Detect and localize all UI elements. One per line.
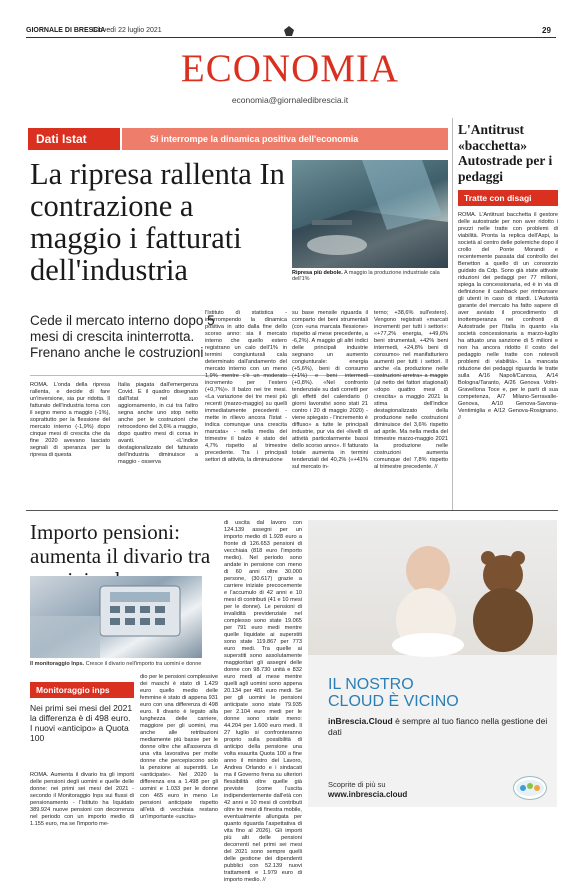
pensions-subhead: Nei primi sei mesi del 2021 la differenza è di 498 euro. I nuovi «anticipo» a Quota 100 <box>30 703 133 743</box>
lead-column-1: ROMA. L'onda della ripresa rallenta, e decide di fare un'inversione, sia pur ridotta. Il fatturato dell'industria torna con il segno meno a maggio (-1%), soprattutto per la flessione del mercato interno (-1,9%) dopo cinque mesi di crescita che da fine 2020 avevano lasciato segnali di speranza per la ripresa di questa <box>30 382 110 458</box>
sidebar-body: ROMA. L'Antitrust bacchetta il gestore delle autostrade per non aver ridotto i prezzi nelle tratte con problemi di viabilità. Pronta la replica dell'Aspi, la società al centro delle polemiche dopo il crollo del Ponte Morandi e recentemente passata dal controllo dei Benetton a quello di un consorzio guidato da Cdp. Sono già state attivate riduzioni dei pedaggi per 77 milioni, spiega la concessionaria, ed è in via di definizione il cashback per rimborsare gli utenti in caso di ritardi. L'Autorità garante del mercato ha fatto sapere di aver avviato il procedimento di inottemperanza nei confronti di Autostrade per l'Italia in quanto «la società concessionaria a marzo-luglio ha attuato una sanzione di 5 milioni e non ha ancora ridotto il costo del pedaggio nelle tratte con notevoli problemi di viabilità». La mancata riduzione dei pedaggi riguarda le tratte sulla A/16 Napoli/Canosa, A/14 Bologna/Taranto, A/26 Genova Voltri-Gravellona Toce e, per le parti di sua competenza, A/7 Milano-Serravalle-Genova, A/10 Genova-Savona-Ventimiglia e A/12 Genova-Rosignano. // <box>458 212 558 421</box>
cloud-advertisement[interactable] <box>308 520 557 807</box>
page-header <box>0 0 580 40</box>
calculator-photo <box>30 576 202 658</box>
ad-photo <box>308 520 557 655</box>
ad-more-label: Scoprite di più su <box>328 780 386 789</box>
header-rule <box>26 37 556 38</box>
lead-column-5: terno; +38,6% sull'estero). Vengono registrati «marcati incrementi per tutti i settori»: «+77,2% energia, +49,6% beni strumentali, +42% beni intermedi, +24,8% beni di consumo» nel manifatturiero aumenti per tutti i settori. Il anche «la produzione nelle costruzioni arretra» a maggio (al netto dei fattori stagionali) «dopo quattro mesi di crescita» a maggio 2021 la stima dell'indice destagionalizzato della produzione nelle costruzioni diminuisce del 3,6% rispetto ad aprile. Ma nella media del trimestre marzo-maggio 2021 la produzione nelle costruzioni aumenta comunque del 7,8% rispetto al trimestre precedente. // <box>374 310 448 470</box>
ad-body-brand: inBrescia.Cloud <box>328 716 393 726</box>
pensions-photo-caption-text: Cresce il divario nell'importo tra uomini e donne <box>85 661 202 667</box>
lead-photo-caption-bold: Ripresa più debole. <box>292 270 343 276</box>
pensions-headline: Importo pensioni: aumenta il divario tra <box>30 520 211 568</box>
lead-headline: La ripresa rallenta In contrazione a maggio i fatturati dell'industria <box>30 157 285 287</box>
section-email: economia@giornaledibrescia.it <box>231 95 349 105</box>
lead-column-3: l'Istituto di statistica - interrompendo la dinamica positiva in atto dalla fine dello scorso anno: sia il mercato interno che quello estero registrano un calo dell'1% in termini congiunturali cala determinato dall'andamento del mercato interno con un meno 1,9% mentre c'è un moderato incremento per l'estero (+0,7%)». Il balzo nei tre mesi. «La variazione dei tre mesi più recenti (marzo-maggio) su quelli immediatamente precedenti - mette in rilievo ancora l'Istat - indica comunque una crescita marcata» - nella media del trimestre il balzo è stato del 4,7% rispetto al trimestre precedente. Tra i principali settori di attività, la diminuzione <box>205 310 287 463</box>
pensions-photo-caption-bold: Il monitoraggio Inps. <box>30 661 85 667</box>
ad-body <box>328 716 548 738</box>
sidebar-headline: L'Antitrust «bacchetta» Autostrade per i pedaggi <box>458 122 553 184</box>
lead-column-2: Italia piagata dall'emergenza Covid. E il quadro disegnato dall'Istat nel suo aggiornamento, in cui tra l'altro segna anche uno stop netto anche per le costruzioni che retrocedono del 3,6% a maggio, dopo quattro mesi di corsa in avanti. «L'indice destagionalizzato del fatturato dell'industria diminuisce a maggio - osserva <box>118 382 198 465</box>
lead-column-4: su base mensile riguarda il comparto dei beni strumentali (con «una marcata flessione» rispetto al mese precedente, a -6,2%). A maggio gli altri indici delle principali industrie segnano un aumento congiunturale: energia (+5,6%), beni di consumo (+1%) e beni intermedi (+0,8%). «Nel confronto tendenziale su dati corretti per gli effetti del calendario (i giorni lavorativi sono stati 21 contro i 20 di maggio 2020) - viene spiegato - l'incremento è diffuso» a tutte le principali industrie, pur via dei «livelli di attività particolarmente bassi dello scorso anno». Il fatturato totale aumenta in termini tendenziali del 40,2% («+41% sul mercato in- <box>292 310 368 470</box>
ad-headline-line-2: CLOUD È VICINO <box>328 693 459 710</box>
factory-photo <box>292 160 448 268</box>
baby-teddy-image <box>308 520 557 655</box>
issue-date: Giovedì 22 luglio 2021 <box>92 27 162 34</box>
pensions-column-3: di uscita dal lavoro con 124.139 assegni per un importo medio di 1.928 euro a fronte di 126.653 pensioni di vecchiaia (818 euro l'importo medio). Nel periodo sono andate in pensione con meno di 60 anni oltre 30.000 persone, (30.617) grazie a carriere iniziate precocemente e l'accumulo di 42 anni e 10 mesi di contributi (41 e 10 mesi per le donne). Le pensioni di invalidità previdenziale nel complesso sono state 19.065 per 791 euro medi mentre quelle liquidate ai superstiti sono state 119.867 per 773 euro medi. Tra quelle ai superstiti sono assolutamente maggioritari gli assegni delle donne con 98.730 unità e 832 euro medi al mese mentre quelli agli uomini sono appena 20.134 per 481 euro medi. Se per gli uomini le pensioni anticipate sono state 79.935 per 2.104 euro medi per le donne sono state meno: 44.204 per 1.600 euro medi. Il 27 luglio si confronteranno proprio sulla possibilità di anticipo della pensione una volta esaurita Quota 100 a fine anno il ministro del Lavoro, Andrea Orlando e i sindacati ma il Governo frena su ulteriori flessibilità oltre quelle già previste (come l'uscita indipendentemente dall'età con 42 anni e 10 mesi di contributi oltre tre mesi di finestra mobile, eventualmente allungata per quanto riguarda l'aspettativa di vita fino al 2026). Gli importi più alti delle pensioni decorrenti nel primi sei mesi del 2021 sono sempre quelli delle gestione dei dipendenti pubblici con 52.139 nuovi trattamenti e 1.979 euro di importo medio. // <box>224 520 302 883</box>
inbrescia-cloud-logo-icon <box>513 776 547 800</box>
ad-headline-line-1: IL NOSTRO <box>328 676 414 693</box>
pensions-column-1: ROMA. Aumenta il divario tra gli importi delle pensioni degli uomini e quelle delle donne: nei primi sei mesi del 2021 - secondo il Monitoraggio Inps sui flussi di pensionamento - l'Istituto ha liquidato 389.924 nuove pensioni con decorrenza nel periodo con un importo medio di 1.155 euro, ma se l'importo me- <box>30 772 134 827</box>
ad-headline <box>328 676 548 710</box>
lead-kicker: Dati Istat <box>28 128 120 150</box>
lead-photo-caption <box>292 270 452 282</box>
sidebar-tag: Tratte con disagi <box>458 190 558 206</box>
section-divider <box>26 510 558 511</box>
lead-photo-caption-text: A maggio la produzione industriale cala dell'1% <box>292 270 440 282</box>
section-title: ECONOMIA <box>180 47 400 90</box>
factory-worker-image <box>292 160 448 268</box>
lead-subhead: Cede il mercato interno dopo 5 mesi di crescita ininterrotta. Frenano anche le costruzioni <box>30 313 215 360</box>
ad-body-text: è sempre al tuo fianco nella gestione dei dati <box>328 716 548 737</box>
pensions-photo-caption <box>30 661 220 667</box>
calculator-image <box>30 576 202 658</box>
masthead: GIORNALE DI BRESCIA <box>26 27 106 34</box>
page-number: 29 <box>542 26 551 35</box>
pensions-tag: Monitoraggio inps <box>30 682 134 698</box>
ad-url-link[interactable]: www.inbrescia.cloud <box>328 790 408 799</box>
pensions-column-2: dio per le pensioni complessive dei maschi è stato di 1.429 euro quello medio delle femmine è stato di appena 931 euro con una differenza di 498 euro. Il divario è legato alla lunghezza delle carriere, maggiore per gli uomini, ma anche alle retribuzioni mediamente più basse per le donne oltre che all'assenza di una vita lavorativa per molte donne che percepiscono solo la pensione ai superstiti. Le «anticipate». Nel 2020 la differenza era a 1.498 per gli uomini e 1.033 per le donne con 465 euro in meno Le pensioni anticipate rispetto all'età di vecchiaia restano un'importante «uscita» <box>140 674 218 820</box>
newspaper-logo-icon <box>283 26 295 36</box>
lead-kicker-bar: Si interrompe la dinamica positiva dell'economia <box>122 128 448 150</box>
sidebar-divider <box>452 118 453 510</box>
